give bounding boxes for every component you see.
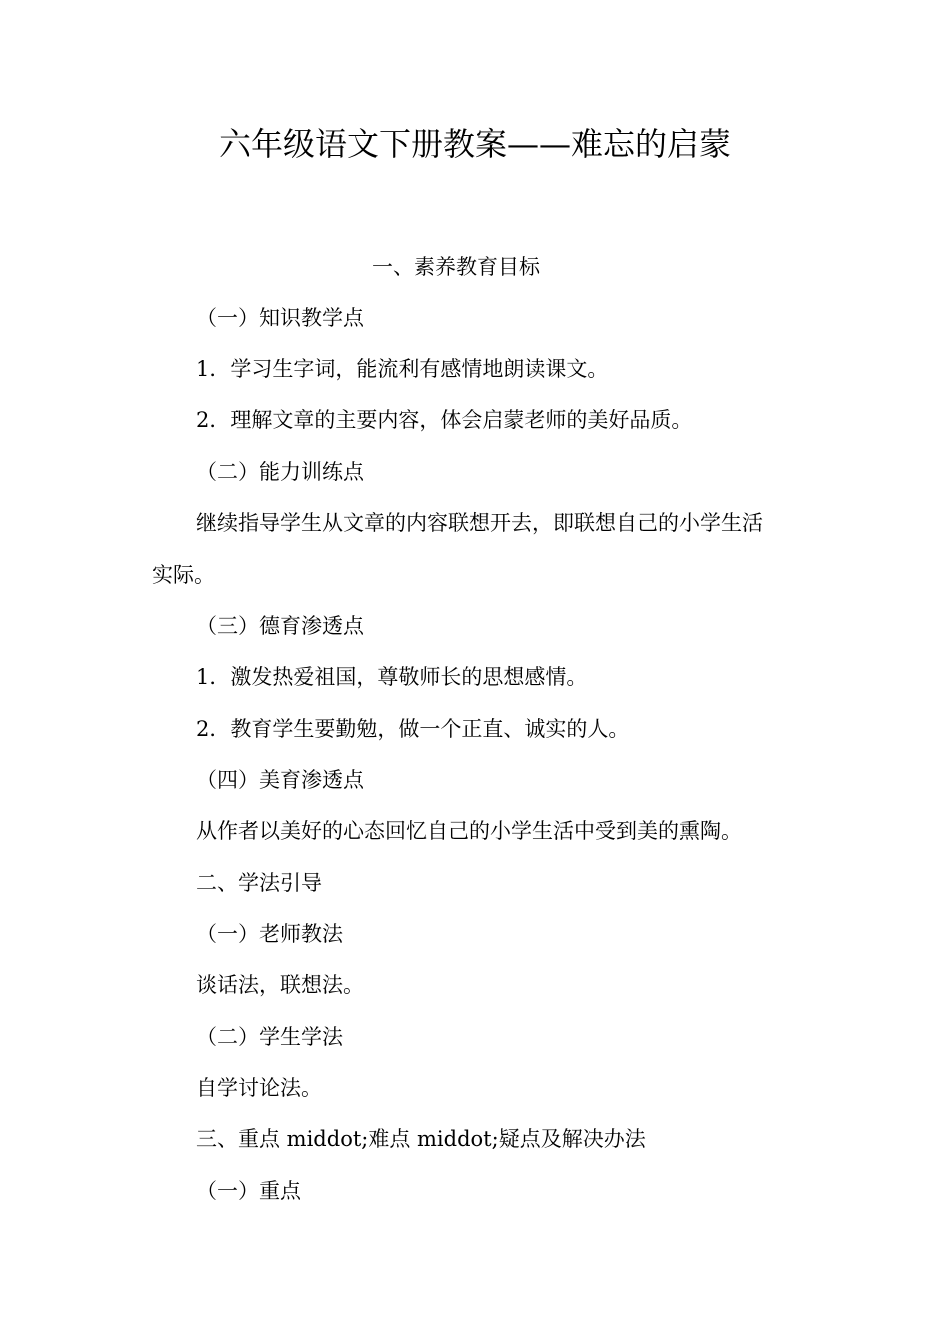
subheading-keypoint: （一）重点 xyxy=(196,1179,301,1203)
section-heading-keypoints: 三、重点 middot;难点 middot;疑点及解决办法 xyxy=(196,1127,646,1151)
subheading-moral: （三）德育渗透点 xyxy=(196,614,364,638)
moral-item-2: 2．教育学生要勤勉，做一个正直、诚实的人。 xyxy=(196,717,630,741)
moral-item-1: 1．激发热爱祖国，尊敬师长的思想感情。 xyxy=(196,665,588,689)
teacher-method-text: 谈话法，联想法。 xyxy=(196,973,364,997)
knowledge-item-2: 2．理解文章的主要内容，体会启蒙老师的美好品质。 xyxy=(196,408,693,432)
section-heading-goals: 一、素养教育目标 xyxy=(372,255,540,279)
ability-paragraph-line-2: 实际。 xyxy=(152,563,215,587)
subheading-student-method: （二）学生学法 xyxy=(196,1025,343,1049)
document-title: 六年级语文下册教案——难忘的启蒙 xyxy=(218,125,731,163)
knowledge-item-1: 1．学习生字词，能流利有感情地朗读课文。 xyxy=(196,357,609,381)
subheading-aesthetic: （四）美育渗透点 xyxy=(196,768,364,792)
subheading-teacher-method: （一）老师教法 xyxy=(196,922,343,946)
subheading-knowledge: （一）知识教学点 xyxy=(196,306,364,330)
ability-paragraph-line-1: 继续指导学生从文章的内容联想开去，即联想自己的小学生活 xyxy=(196,511,763,535)
student-method-text: 自学讨论法。 xyxy=(196,1076,322,1100)
subheading-ability: （二）能力训练点 xyxy=(196,460,364,484)
aesthetic-paragraph: 从作者以美好的心态回忆自己的小学生活中受到美的熏陶。 xyxy=(196,819,742,843)
section-heading-methods: 二、学法引导 xyxy=(196,871,322,895)
